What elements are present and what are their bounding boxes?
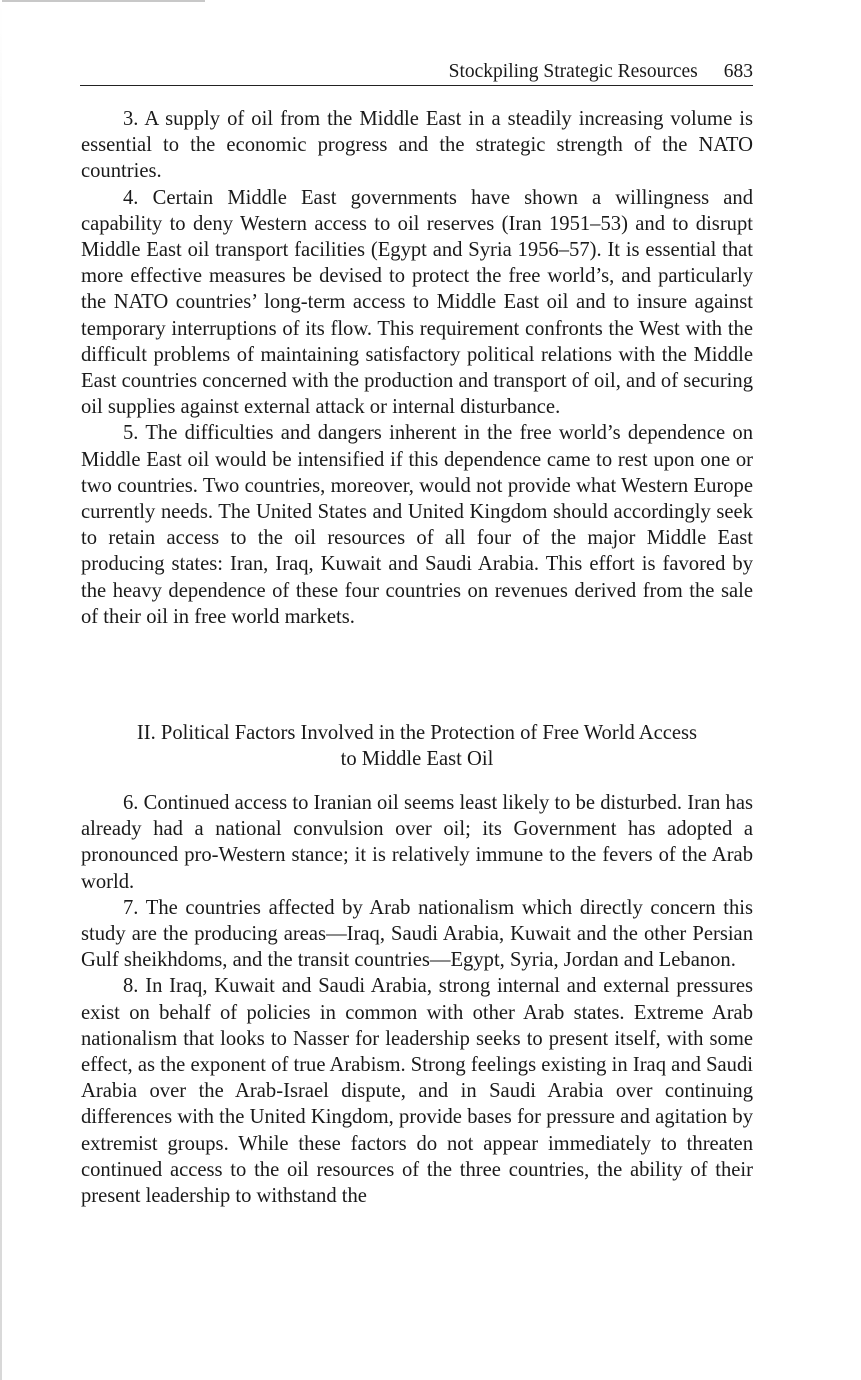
page-number: 683 xyxy=(723,61,753,82)
section-two-body xyxy=(81,790,753,1209)
section-two-heading xyxy=(81,720,753,772)
paragraph-3: 3. A supply of oil from the Middle East in a steadily increasing volume is essential to the economic progress and the strategic strength of the NATO countries. xyxy=(81,108,753,183)
paragraph-7: 7. The countries affected by Arab nationalism which directly concern this study are the producing areas—Iraq, Saudi Arabia, Kuwait and the other Persian Gulf sheikhdoms, and the transit countries—Egypt, Syria, Jordan and Lebanon. xyxy=(81,896,753,972)
page-left-edge xyxy=(0,0,2,1380)
paragraph-5: 5. The difficulties and dangers inherent in the free world’s dependence on Middle East oil would be intensified if this dependence came to rest upon one or two countries. Two countries, moreover, would not provide what Western Europe currently needs. The United States and United Kingdom should accordingly seek to retain access to the oil resources of all four of the major Middle East producing states: Iran, Iraq, Kuwait and Saudi Arabia. This effort is favored by the heavy dependence of these four countries on revenues derived from the sale of their oil in free world markets. xyxy=(81,422,753,628)
page-top-edge-rule xyxy=(0,0,205,2)
section-one-body xyxy=(81,106,753,630)
paragraph-8: 8. In Iraq, Kuwait and Saudi Arabia, strong internal and external pressures exist on behalf of policies in common with other Arab states. Extreme Arab nationalism that looks to Nasser for leadership seeks to present itself, with some effect, as the exponent of true Arabism. Strong feelings existing in Iraq and Saudi Arabia over the Arab-Israel dispute, and in Saudi Arabia over continuing differences with the United Kingdom, provide bases for pressure and agitation by extremist groups. While these factors do not appear immediately to threaten continued access to the oil resources of the three countries, the ability of their present leadership to withstand the xyxy=(81,975,753,1208)
paragraph-6: 6. Continued access to Iranian oil seems least likely to be disturbed. Iran has already had a national convulsion over oil; its Government has adopted a pronounced pro-Western stance; it is relatively immune to the fevers of the Arab world. xyxy=(81,792,753,893)
running-head xyxy=(80,58,753,86)
running-head-title: Stockpiling Strategic Resources xyxy=(448,61,698,82)
section-two-heading-line-2: to Middle East Oil xyxy=(340,748,494,771)
paragraph-4: 4. Certain Middle East governments have shown a willingness and capability to deny Western access to oil reserves (Iran 1951–53) and to disrupt Middle East oil transport facilities (Egypt and Syria 1956–57). It is essential that more effective measures be devised to protect the free world’s, and particularly the NATO countries’ long-term access to Middle East oil and to insure against temporary interruptions of its flow. This requirement confronts the West with the difficult problems of maintaining satisfactory political relations with the Middle East countries concerned with the production and transport of oil, and of securing oil supplies against external attack or internal disturbance. xyxy=(81,186,753,419)
section-two-heading-line-1: II. Political Factors Involved in the Protection of Free World Access xyxy=(136,722,698,744)
